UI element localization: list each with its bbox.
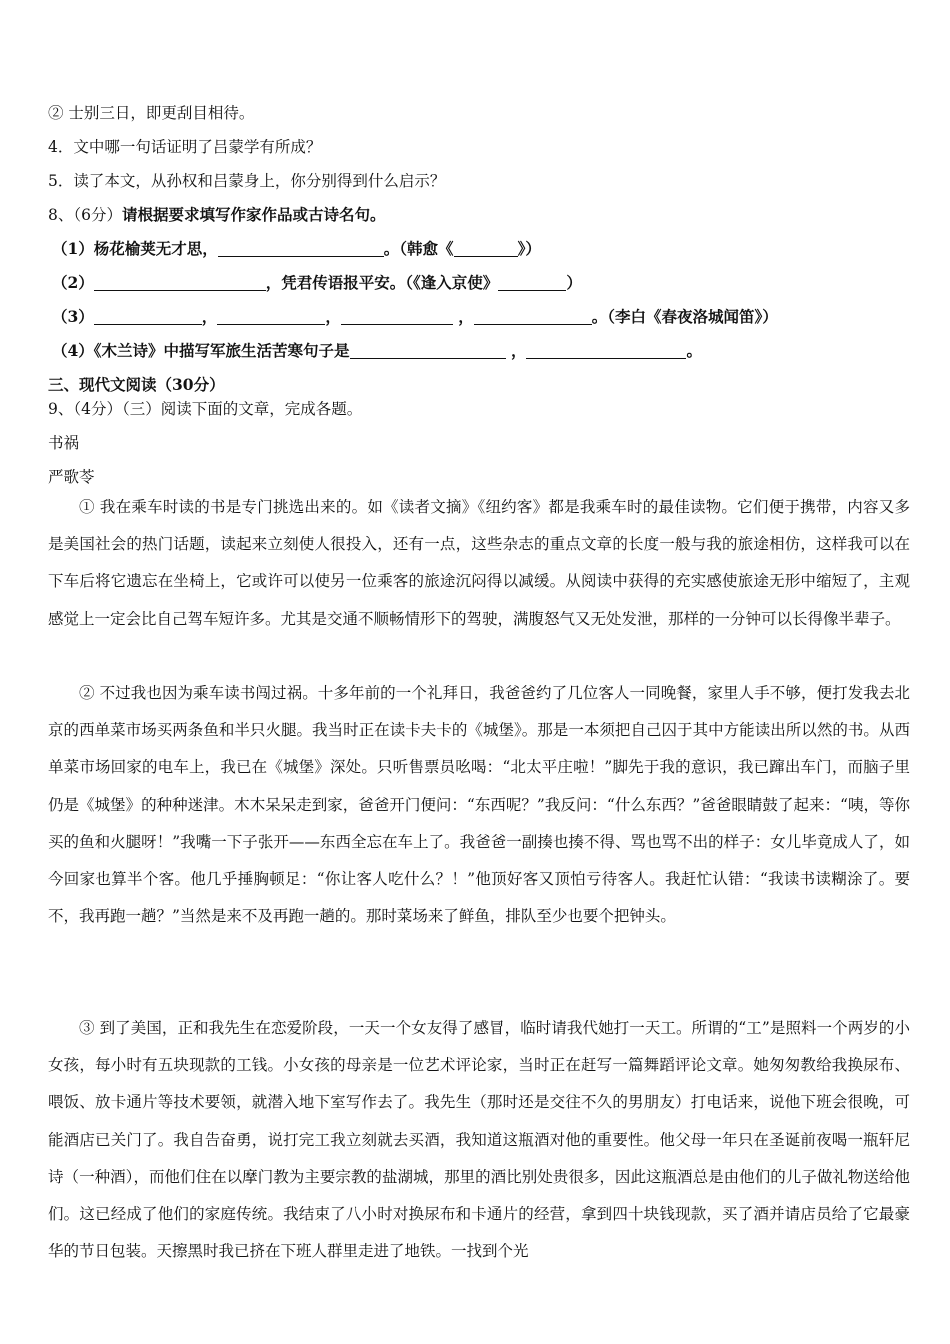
- q8-item-3-sep2: ，: [325, 307, 341, 326]
- question-9: 9、（4分）（三）阅读下面的文章，完成各题。: [48, 400, 363, 418]
- question-8-header: [48, 204, 910, 226]
- q8-item-4-lead: （4）《木兰诗》中描写军旅生活苦寒句子是: [52, 341, 350, 360]
- fill-blank[interactable]: [341, 308, 453, 325]
- q8-item-2-mid: ，凭君传语报平安。（《逢入京使》: [265, 273, 499, 292]
- q8-item-1-lead: （1）杨花榆荚无才思，: [52, 239, 218, 258]
- q8-item-1: [52, 238, 910, 260]
- fill-blank[interactable]: [454, 240, 518, 257]
- section-3-heading: 三、现代文阅读（30分）: [48, 375, 225, 394]
- q8-item-1-mid: 。（韩愈《: [383, 239, 454, 258]
- q8-item-2-lead: （2）: [52, 273, 94, 292]
- question-item-2: ② 士别三日，即更刮目相待。: [48, 104, 255, 122]
- fill-blank[interactable]: [217, 308, 325, 325]
- article-author: 严歌苓: [48, 468, 95, 486]
- fill-blank[interactable]: [218, 240, 384, 257]
- article-paragraph-2: ② 不过我也因为乘车读书闯过祸。十多年前的一个礼拜日，我爸爸约了几位客人一同晚餐，家里人手不够，便打发我去北京的西单菜市场买两条鱼和半只火腿。我当时正在读卡夫卡的《城堡》。那是一本须把自己囚于其中方能读出所以然的书。从西单菜市场回家的电车上，我已在《城堡》深处。只听售票员吆喝：“北太平庄啦！”脚先于我的意识，我已蹿出车门，而脑子里仍是《城堡》的种种迷津。木木呆呆走到家，爸爸开门便问：“东西呢？”我反问：“什么东西？”爸爸眼睛鼓了起来：“咦，等你买的鱼和火腿呀！”我嘴一下子张开——东西全忘在车上了。我爸爸一副揍也揍不得、骂也骂不出的样子：女儿毕竟成人了，如今回家也算半个客。他几乎捶胸顿足：“你让客人吃什么？！”他顶好客又顶怕亏待客人。我赶忙认错：“我读书读糊涂了。要不，我再跑一趟？”当然是来不及再跑一趟的。那时菜场来了鲜鱼，排队至少也要个把钟头。: [48, 684, 910, 926]
- q8-item-3-tail: 。（李白《春夜洛城闻笛》）: [591, 307, 778, 326]
- q8-item-3: [52, 306, 910, 328]
- q8-item-3-sep1: ，: [201, 307, 218, 326]
- q8-item-2: [52, 272, 910, 294]
- question-8-number: 8、（6分）: [48, 206, 122, 224]
- article-paragraph-3: ③ 到了美国，正和我先生在恋爱阶段，一天一个女友得了感冒，临时请我代她打一天工。所谓的“工”是照料一个两岁的小女孩，每小时有五块现款的工钱。小女孩的母亲是一位艺术评论家，当时正在赶写一篇舞蹈评论文章。她匆匆教给我换尿布、喂饭、放卡通片等技术要领，就潜入地下室写作去了。我先生（那时还是交往不久的男朋友）打电话来，说他下班会很晚，可能酒店已关门了。我自告奋勇，说打完工我立刻就去买酒，我知道这瓶酒对他的重要性。他父母一年只在圣诞前夜喝一瓶轩尼诗（一种酒），而他们住在以摩门教为主要宗教的盐湖城，那里的酒比别处贵很多，因此这瓶酒总是由他们的儿子做礼物送给他们。这已经成了他们的家庭传统。我结束了八小时对换尿布和卡通片的经营，拿到四十块钱现款，买了酒并请店员给了它最豪华的节日包装。天擦黑时我已挤在下班人群里走进了地铁。一找到个光: [48, 1019, 910, 1261]
- q8-item-4-tail: 。: [686, 341, 702, 360]
- fill-blank[interactable]: [350, 342, 506, 359]
- q8-item-3-sep3: ，: [452, 307, 474, 326]
- fill-blank[interactable]: [526, 342, 686, 359]
- q8-item-4: [52, 340, 910, 362]
- fill-blank[interactable]: [498, 274, 566, 291]
- q8-item-2-tail: ）: [566, 273, 582, 292]
- article-paragraph-1: ① 我在乘车时读的书是专门挑选出来的。如《读者文摘》《纽约客》都是我乘车时的最佳读物。它们便于携带，内容又多是美国社会的热门话题，读起来立刻使人很投入，还有一点，这些杂志的重点文章的长度一般与我的旅途相仿，这样我可以在下车后将它遗忘在坐椅上，它或许可以使另一位乘客的旅途沉闷得以减缓。从阅读中获得的充实感使旅途无形中缩短了，主观感觉上一定会比自己驾车短许多。尤其是交通不顺畅情形下的驾驶，满腹怒气又无处发泄，那样的一分钟可以长得像半辈子。: [48, 498, 910, 628]
- question-5: 5．读了本文，从孙权和吕蒙身上，你分别得到什么启示？: [48, 172, 446, 190]
- fill-blank[interactable]: [94, 274, 266, 291]
- fill-blank[interactable]: [94, 308, 202, 325]
- question-8-prompt: 请根据要求填写作家作品或古诗名句。: [121, 205, 386, 224]
- fill-blank[interactable]: [474, 308, 592, 325]
- q8-item-1-tail: 》）: [517, 239, 541, 258]
- question-4: 4．文中哪一句话证明了吕蒙学有所成？: [48, 138, 322, 156]
- article-title: 书祸: [48, 434, 80, 452]
- q8-item-4-mid: ，: [505, 341, 527, 360]
- q8-item-3-lead: （3）: [52, 307, 94, 326]
